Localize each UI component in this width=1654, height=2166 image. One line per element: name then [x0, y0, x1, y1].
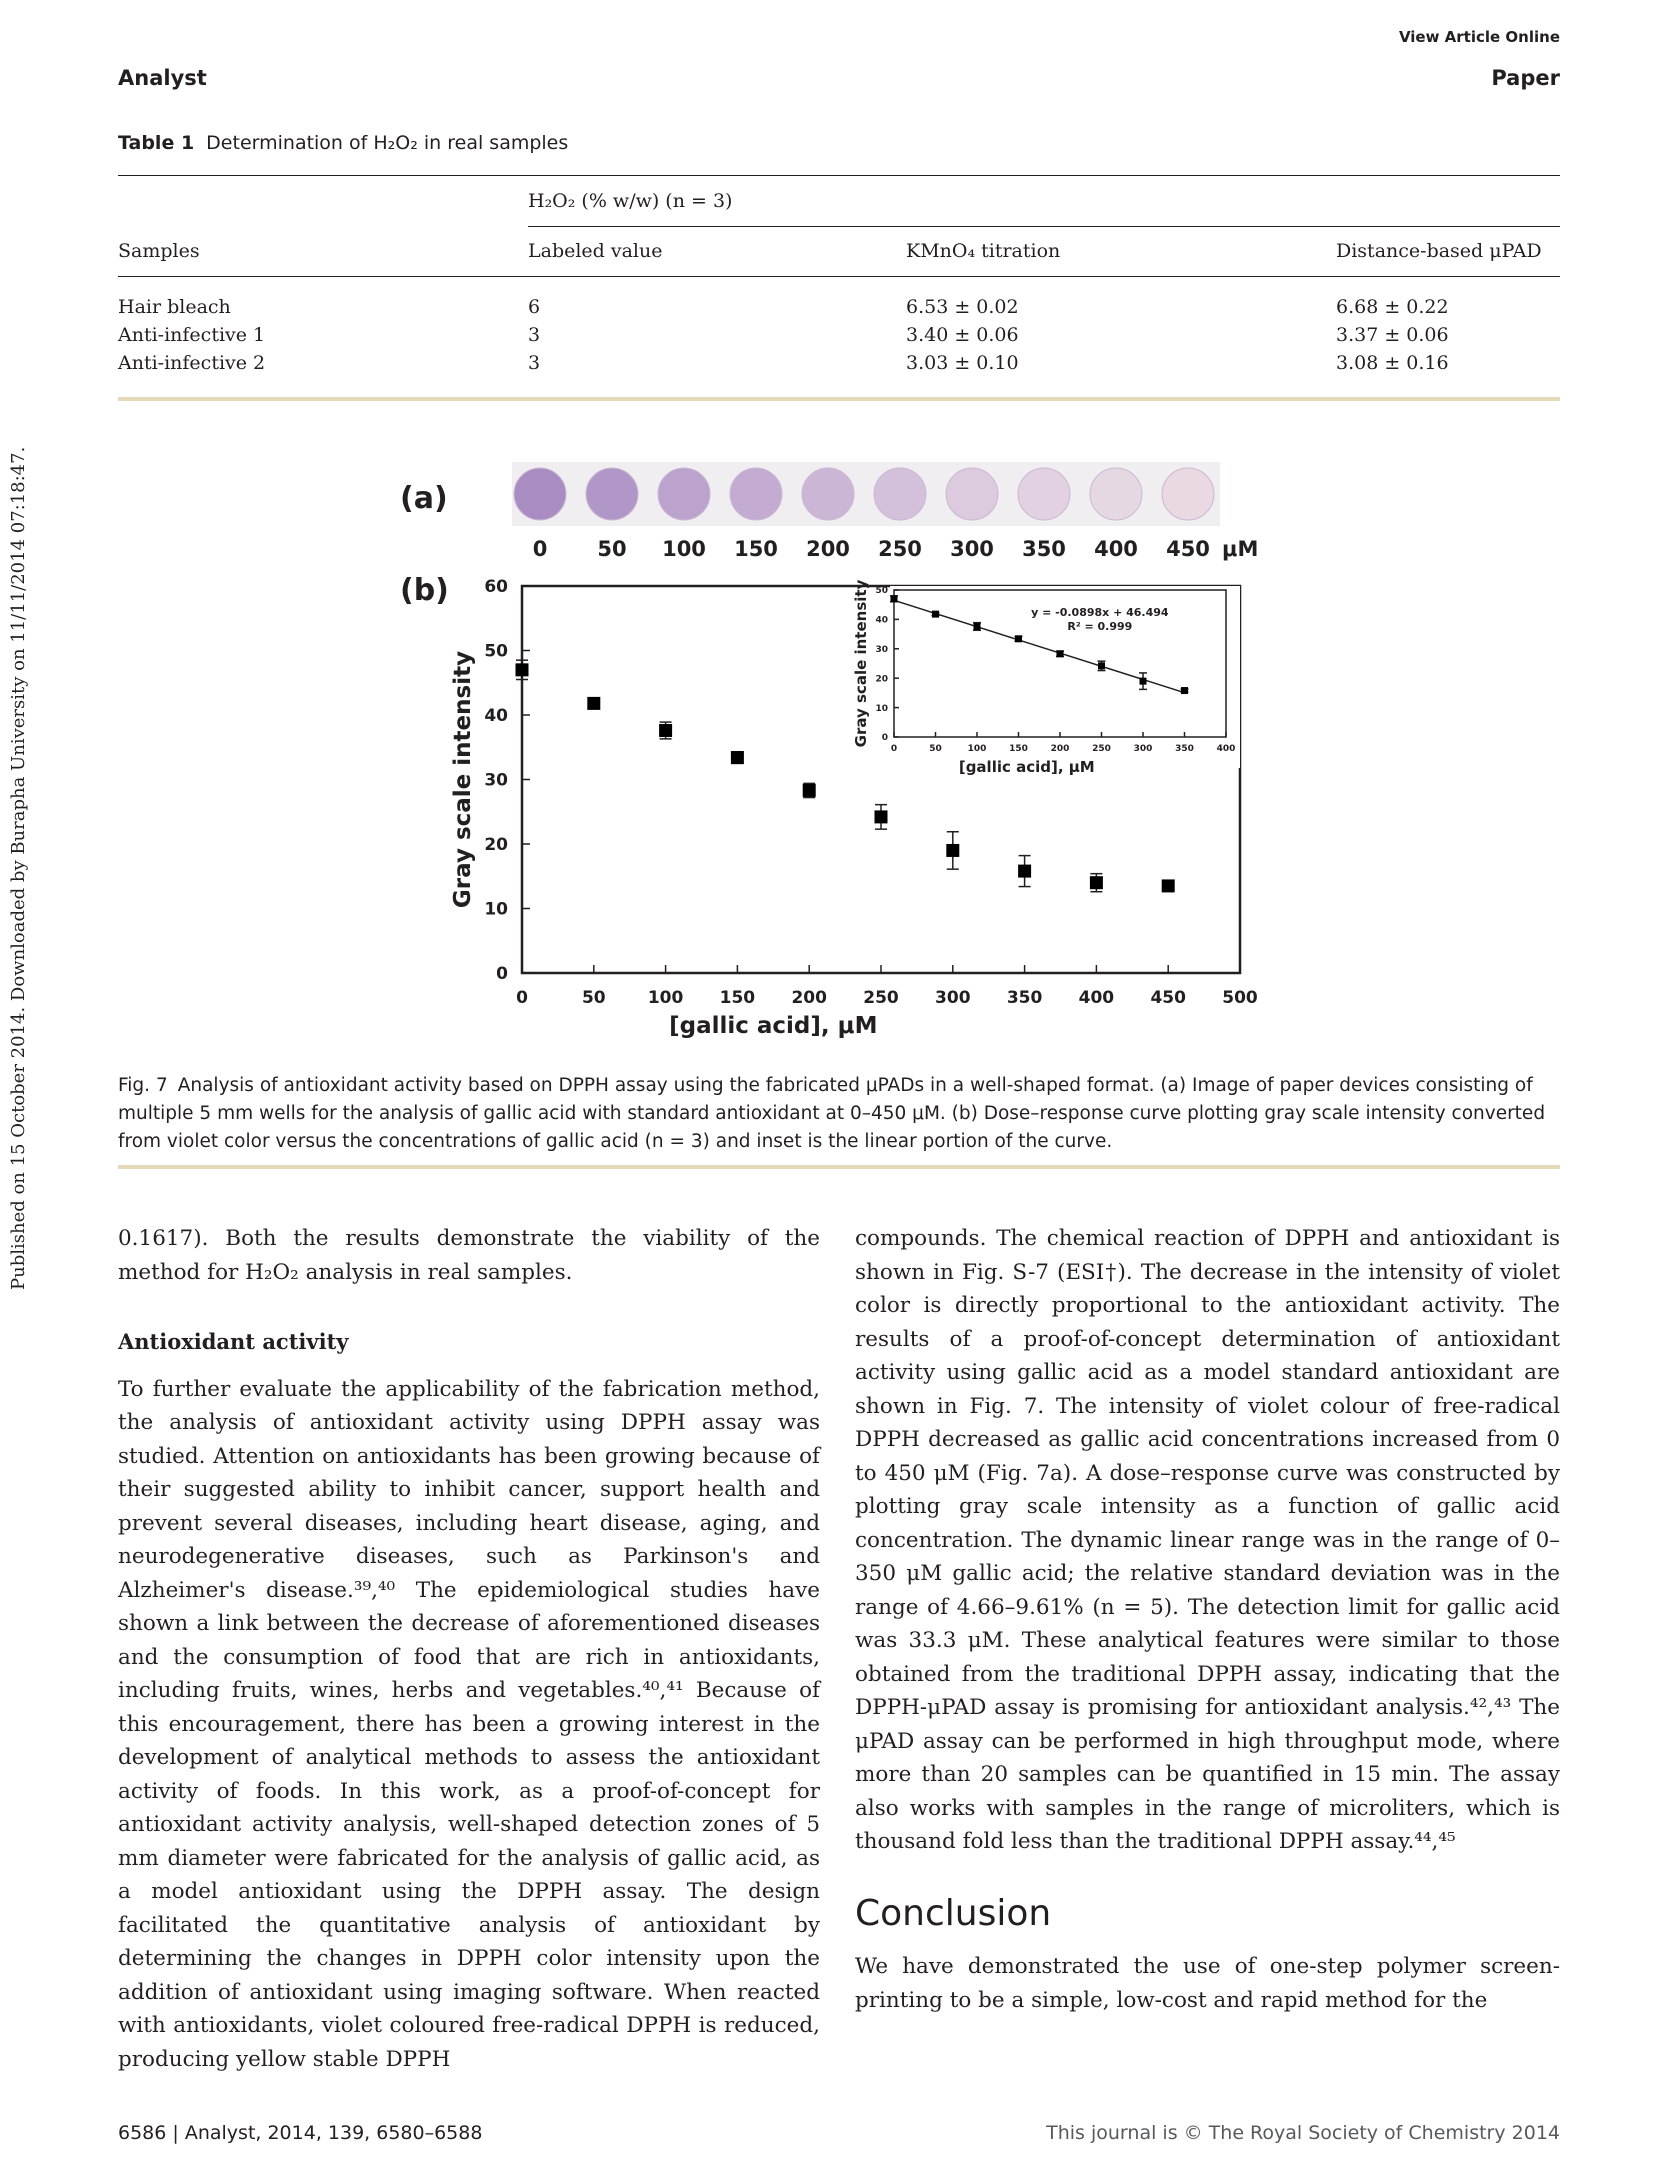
data-point	[1162, 879, 1175, 892]
well-label: 400	[1094, 537, 1138, 561]
data-point	[891, 595, 898, 602]
paragraph: 0.1617). Both the results demonstrate the viability of the method for H₂O₂ analysis in real samples.	[118, 1226, 820, 1285]
x-tick-label: 150	[719, 988, 756, 1008]
well-label: 250	[878, 537, 922, 561]
paragraph: To further evaluate the applicability of the fabrication method, the analysis of antioxidant activity using DPPH assay was studied. Attention on antioxidants has been growing because of their suggested ability to inhibit cancer, support health and prevent several diseases, including heart disease, aging, and neurodegenerative diseases, such as Parkinson's and Alzheimer's disease.³⁹,⁴⁰ The epidemiological studies have shown a link between the decrease of aforementioned diseases and the consumption of food that are rich in antioxidants, including fruits, wines, herbs and vegetables.⁴⁰,⁴¹ Because of this encouragement, there has been a growing interest in the development of analytical methods to assess the antioxidant activity of foods. In this work, as a proof-of-concept for antioxidant activity analysis, well-shaped detection zones of 5 mm diameter were fabricated for the analysis of gallic acid, as a model antioxidant using the DPPH assay. The design facilitated the quantitative analysis of antioxidant by determining the changes in DPPH color intensity upon the addition of antioxidant using imaging software. When reacted with antioxidants, violet coloured free-radical DPPH is reduced, producing yellow stable DPPH	[118, 1376, 820, 2072]
x-tick-label: 200	[791, 988, 827, 1008]
paper-well	[514, 468, 566, 520]
inset-linear-chart	[852, 579, 1240, 776]
data-point	[1057, 650, 1064, 657]
paper-well	[586, 468, 638, 520]
y-axis-title: Gray scale intensity	[852, 579, 870, 748]
y-tick-label: 0	[881, 733, 888, 744]
x-tick-label: 500	[1222, 988, 1258, 1008]
table-cell: 6.68 ± 0.22	[1336, 296, 1449, 318]
x-axis-title: [gallic acid], μM	[669, 1013, 878, 1039]
table-cell: 3.40 ± 0.06	[906, 324, 1019, 346]
paper-well	[946, 468, 998, 520]
data-point	[659, 724, 672, 737]
x-tick-label: 350	[1006, 988, 1043, 1008]
figure-caption-label: Fig. 7	[118, 1075, 168, 1096]
x-tick-label: 0	[516, 988, 528, 1008]
y-tick-label: 20	[484, 834, 508, 855]
y-tick-label: 10	[875, 703, 888, 714]
paper-well	[1162, 468, 1214, 520]
data-point	[1015, 635, 1022, 642]
table-label: Table 1	[118, 132, 195, 154]
table-top-rule	[118, 175, 1560, 176]
paper-well	[874, 468, 926, 520]
y-tick-label: 20	[875, 674, 888, 685]
x-axis-title: [gallic acid], μM	[958, 758, 1095, 776]
journal-name: Analyst	[118, 66, 207, 90]
table-col-header: Labeled value	[528, 240, 663, 262]
data-point	[946, 844, 959, 857]
well-label: 200	[806, 537, 850, 561]
x-tick-label: 100	[647, 988, 684, 1008]
table-col-header: KMnO₄ titration	[906, 240, 1061, 262]
table-cell: 3	[528, 324, 541, 346]
y-tick-label: 10	[484, 899, 508, 920]
y-tick-label: 50	[875, 586, 888, 597]
x-tick-label: 150	[1009, 744, 1028, 754]
x-tick-label: 200	[1050, 744, 1070, 754]
x-tick-label: 300	[935, 988, 971, 1008]
well-label: 100	[662, 537, 706, 561]
data-point	[1140, 678, 1147, 685]
footer-citation: 6586 | Analyst, 2014, 139, 6580–6588	[118, 2122, 483, 2144]
data-point	[875, 810, 888, 823]
well-concentration-labels	[533, 537, 1210, 561]
paper-well	[658, 468, 710, 520]
table-col-header: Distance-based μPAD	[1336, 240, 1542, 262]
y-tick-label: 40	[875, 615, 888, 626]
figure-bottom-rule	[118, 1165, 1560, 1169]
table-group-header: H₂O₂ (% w/w) (n = 3)	[528, 190, 733, 212]
x-tick-label: 50	[929, 744, 942, 754]
figure-caption	[118, 1072, 1560, 1156]
figure-7	[0, 440, 1654, 1060]
y-tick-label: 50	[484, 641, 508, 662]
x-tick-label: 0	[890, 744, 898, 754]
y-tick-label: 30	[484, 770, 508, 791]
view-article-online-link[interactable]: View Article Online	[1398, 28, 1560, 46]
section-heading-conclusion: Conclusion	[855, 1892, 1052, 1934]
publication-side-note: Published on 15 October 2014. Downloaded by Burapha University on 11/11/2014 07:18:47.	[8, 446, 29, 1290]
well-label: 300	[950, 537, 994, 561]
well-label: 0	[532, 537, 548, 561]
y-tick-label: 40	[484, 705, 508, 726]
table-cell: Hair bleach	[118, 296, 231, 318]
paper-well	[1090, 468, 1142, 520]
well-unit-label: μM	[1222, 537, 1259, 561]
table-cell: Anti-infective 2	[118, 352, 266, 374]
paper-well	[802, 468, 854, 520]
x-tick-label: 450	[1150, 988, 1186, 1008]
table-cell: 6	[528, 296, 541, 318]
data-point	[932, 611, 939, 618]
table-cell: 3.03 ± 0.10	[906, 352, 1019, 374]
x-tick-label: 250	[1092, 744, 1111, 754]
well-label: 50	[597, 537, 627, 561]
table-group-rule	[528, 226, 1560, 227]
panel-a-label: (a)	[400, 481, 448, 516]
table-caption	[118, 132, 568, 154]
y-tick-label: 30	[875, 644, 888, 655]
data-point	[1090, 876, 1103, 889]
y-axis-title: Gray scale intensity	[450, 650, 476, 909]
x-tick-label: 400	[1216, 744, 1236, 754]
x-tick-label: 350	[1175, 744, 1194, 754]
x-tick-label: 400	[1078, 988, 1115, 1008]
section-heading-antioxidant: Antioxidant activity	[118, 1329, 349, 1354]
paper-well	[1018, 468, 1070, 520]
well-label: 350	[1022, 537, 1066, 561]
fit-equation: R² = 0.999	[1067, 620, 1133, 633]
right-column	[855, 1222, 1560, 2017]
table-cell: 3.37 ± 0.06	[1336, 324, 1449, 346]
y-tick-label: 0	[496, 963, 508, 984]
well-label: 150	[734, 537, 778, 561]
table-col-header: Samples	[118, 240, 200, 262]
table-bottom-rule	[118, 397, 1560, 401]
left-column	[118, 1222, 820, 2076]
paragraph: compounds. The chemical reaction of DPPH and antioxidant is shown in Fig. S-7 (ESI†). The decrease in the intensity of violet color is directly proportional to the antioxidant activity. The results of a proof-of-concept determination of antioxidant activity using gallic acid as a model standard antioxidant are shown in Fig. 7. The intensity of violet colour of free-radical DPPH decreased as gallic acid concentrations increased from 0 to 450 μM (Fig. 7a). A dose–response curve was constructed by plotting gray scale intensity as a function of gallic acid concentration. The dynamic linear range was in the range of 0–350 μM gallic acid; the relative standard deviation was in the range of 4.66–9.61% (n = 5). The detection limit for gallic acid was 33.3 μM. These analytical features were similar to those obtained from the traditional DPPH assay, indicating that the DPPH-μPAD assay is promising for antioxidant analysis.⁴²,⁴³ The μPAD assay can be performed in high throughput mode, where more than 20 samples can be quantified in 15 min. The assay also works with samples in the range of microliters, which is thousand fold less than the traditional DPPH assay.⁴⁴,⁴⁵	[855, 1226, 1560, 1854]
data-point	[974, 623, 981, 630]
table-cell: 3.08 ± 0.16	[1336, 352, 1449, 374]
table-cell: 3	[528, 352, 541, 374]
data-point	[803, 784, 816, 797]
table-title: Determination of H₂O₂ in real samples	[206, 132, 569, 154]
fit-equation: y = -0.0898x + 46.494	[1031, 606, 1169, 619]
y-tick-label: 60	[484, 576, 508, 597]
data-point	[731, 751, 744, 764]
article-type: Paper	[1491, 66, 1560, 90]
footer-copyright: This journal is © The Royal Society of Chemistry 2014	[1046, 2122, 1560, 2144]
data-point	[516, 663, 529, 676]
data-point	[587, 697, 600, 710]
paper-well	[730, 468, 782, 520]
table-cell: 6.53 ± 0.02	[906, 296, 1019, 318]
table-header-rule	[118, 276, 1560, 277]
data-point	[1098, 662, 1105, 669]
paragraph: We have demonstrated the use of one-step polymer screen-printing to be a simple, low-cost and rapid method for the	[855, 1954, 1560, 2013]
panel-b-label: (b)	[400, 573, 449, 608]
x-tick-label: 100	[967, 744, 987, 754]
well-label: 450	[1166, 537, 1210, 561]
data-point	[1181, 687, 1188, 694]
data-point	[1018, 865, 1031, 878]
x-tick-label: 300	[1133, 744, 1153, 754]
x-tick-label: 50	[581, 988, 606, 1008]
table-cell: Anti-infective 1	[118, 324, 266, 346]
figure-caption-text: Analysis of antioxidant activity based on DPPH assay using the fabricated μPADs in a well-shaped format. (a) Image of paper devices consisting of multiple 5 mm wells for the analysis of gallic acid with standard antioxidant at 0–450 μM. (b) Dose–response curve plotting gray scale intensity converted from violet color versus the concentrations of gallic acid (n = 3) and inset is the linear portion of the curve.	[118, 1075, 1546, 1152]
x-tick-label: 250	[863, 988, 899, 1008]
